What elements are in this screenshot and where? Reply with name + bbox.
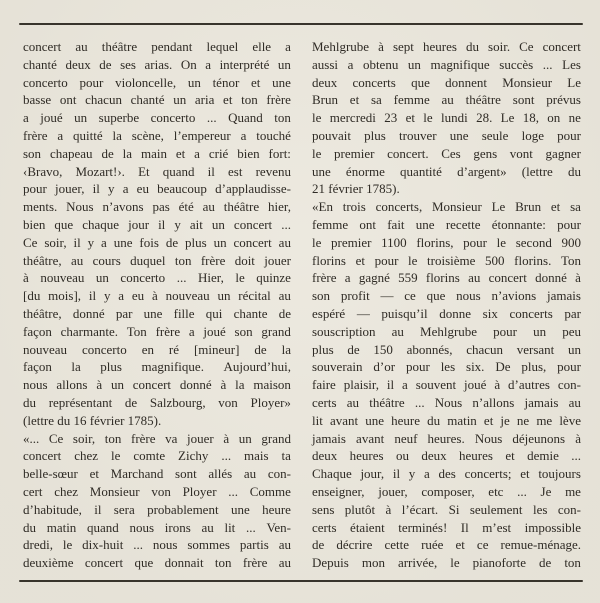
text-line: le mercredi 23 et le lundi 28. Le 18, on ne [312, 110, 581, 126]
text-line: deuxième concert que donnait ton frère au [23, 555, 291, 571]
text-line: espéré — puisqu’il donne six concerts par [312, 305, 581, 321]
text-line: «... Ce soir, ton frère va jouer à un grand [23, 430, 291, 446]
text-line: façon la plus magnifique. Aujourd’hui, [23, 359, 291, 375]
text-line: Mehlgrube à sept heures du soir. Ce concert [312, 39, 581, 54]
text-line: aussi a obtenu un magnifique succès ... Les [312, 56, 581, 72]
text-line: théâtre, au cours duquel ton frère doit jouer [23, 252, 291, 268]
text-line: ‹Bravo, Mozart!›. Et quand il est revenu [23, 163, 291, 179]
text-line: florins et pour le troisième 500 florins. Ton [312, 252, 581, 268]
text-line: certs étaient terminés! Il m’est impossible [312, 519, 581, 535]
text-line: chanté deux de ses arias. On a interprété un [23, 56, 291, 72]
text-line: souscription au Mehlgrube pour un peu [312, 323, 581, 339]
text-line: 21 février 1785). [312, 181, 400, 197]
text-line: une énorme quantité d’argent» (lettre du [312, 163, 581, 179]
text-line: belle-sœur et Marchand sont allés au con- [23, 466, 291, 482]
text-line: deux concerts que donnent Monsieur Le [312, 74, 581, 90]
text-line: à nouveau un concerto ... Hier, le quinze [23, 270, 291, 286]
text-line: dredi, le dix-huit ... nous sommes partis au [23, 537, 291, 553]
text-line: concert au théâtre pendant lequel elle a [23, 39, 291, 54]
text-line: jamais avant neuf heures. Nous déjeunons à [312, 430, 581, 446]
text-line: son profit — ce que nous n’avions jamais [312, 288, 581, 304]
right-column [312, 38, 581, 572]
text-line: du représentant de Salzbourg, von Ployer» [23, 394, 291, 410]
text-line: Brun et sa femme au théâtre sont prévus [312, 92, 581, 108]
text-line: de décrire cette ruée et ce remue-ménage. [312, 537, 581, 553]
text-line: femme ont fait une recette étonnante: pour [312, 216, 581, 232]
text-line: «En trois concerts, Monsieur Le Brun et sa [312, 199, 581, 215]
text-line: basse ont chacun chanté un aria et ton frère [23, 92, 291, 108]
text-line: le premier concert. Ces gens vont gagner [312, 145, 581, 161]
text-line: lit avant une heure du matin et je ne me lève [312, 412, 581, 428]
text-line: concert chez le comte Zichy ... mais ta [23, 448, 291, 464]
text-line: a joué un superbe concerto ... Quand ton [23, 110, 291, 126]
text-line: du matin quand nous irons au lit ... Ven- [23, 519, 291, 535]
text-columns [23, 38, 581, 572]
top-rule [19, 23, 583, 25]
text-line: le premier 1100 florins, pour le second 900 [312, 234, 581, 250]
text-line: certs au théâtre ... Nous n’allons jamais au [312, 394, 581, 410]
text-line: nous allons à un concert donné à la maison [23, 377, 291, 393]
text-line: pouvait plus trouver une seule loge pour [312, 127, 581, 143]
text-line: enseigner, jouer, composer, etc ... Je me [312, 483, 581, 499]
text-line: cert chez Monsieur von Ployer ... Comme [23, 483, 291, 499]
text-line: pour jouer, il y a eu beaucoup d’applaudisse- [23, 181, 291, 197]
text-line: d’habitude, il sera probablement une heure [23, 501, 291, 517]
text-line: sens plutôt à l’écart. Si seulement les con- [312, 501, 581, 517]
text-line: frère a gagné 559 florins au concert donné à [312, 270, 581, 286]
text-line: concerto pour violoncelle, un ténor et une [23, 74, 291, 90]
text-line: théâtre, donné par une fille qui chante de [23, 305, 291, 321]
text-line: (lettre du 16 février 1785). [23, 412, 162, 428]
text-line: Chaque jour, il y a des concerts; et toujours [312, 466, 581, 482]
text-line: [du mois], il y a eu à nouveau un récital au [23, 288, 291, 304]
text-line: faire plaisir, il a souvent joué à d’autres con- [312, 377, 581, 393]
text-line: façon charmante. Ton frère a joué son grand [23, 323, 291, 339]
text-line: Depuis mon arrivée, le pianoforte de ton [312, 555, 581, 571]
text-line: bien que chaque jour il y ait un concert ... [23, 216, 291, 232]
text-line: souverain d’or pour les six. De plus, pour [312, 359, 581, 375]
text-line: nouveau concerto en ré [mineur] de la [23, 341, 291, 357]
left-column [23, 38, 291, 572]
text-line: deux heures ou deux heures et demie ... [312, 448, 581, 464]
text-line: ments. Nous n’avons pas été au théâtre hier, [23, 199, 291, 215]
text-line: frère a quitté la scène, l’empereur a touché [23, 127, 291, 143]
bottom-rule [19, 580, 583, 582]
text-line: son chapeau de la main et a crié bien fort: [23, 145, 291, 161]
text-line: plus de 150 abonnés, chacun versant un [312, 341, 581, 357]
text-line: Ce soir, il y a une fois de plus un concert au [23, 234, 291, 250]
